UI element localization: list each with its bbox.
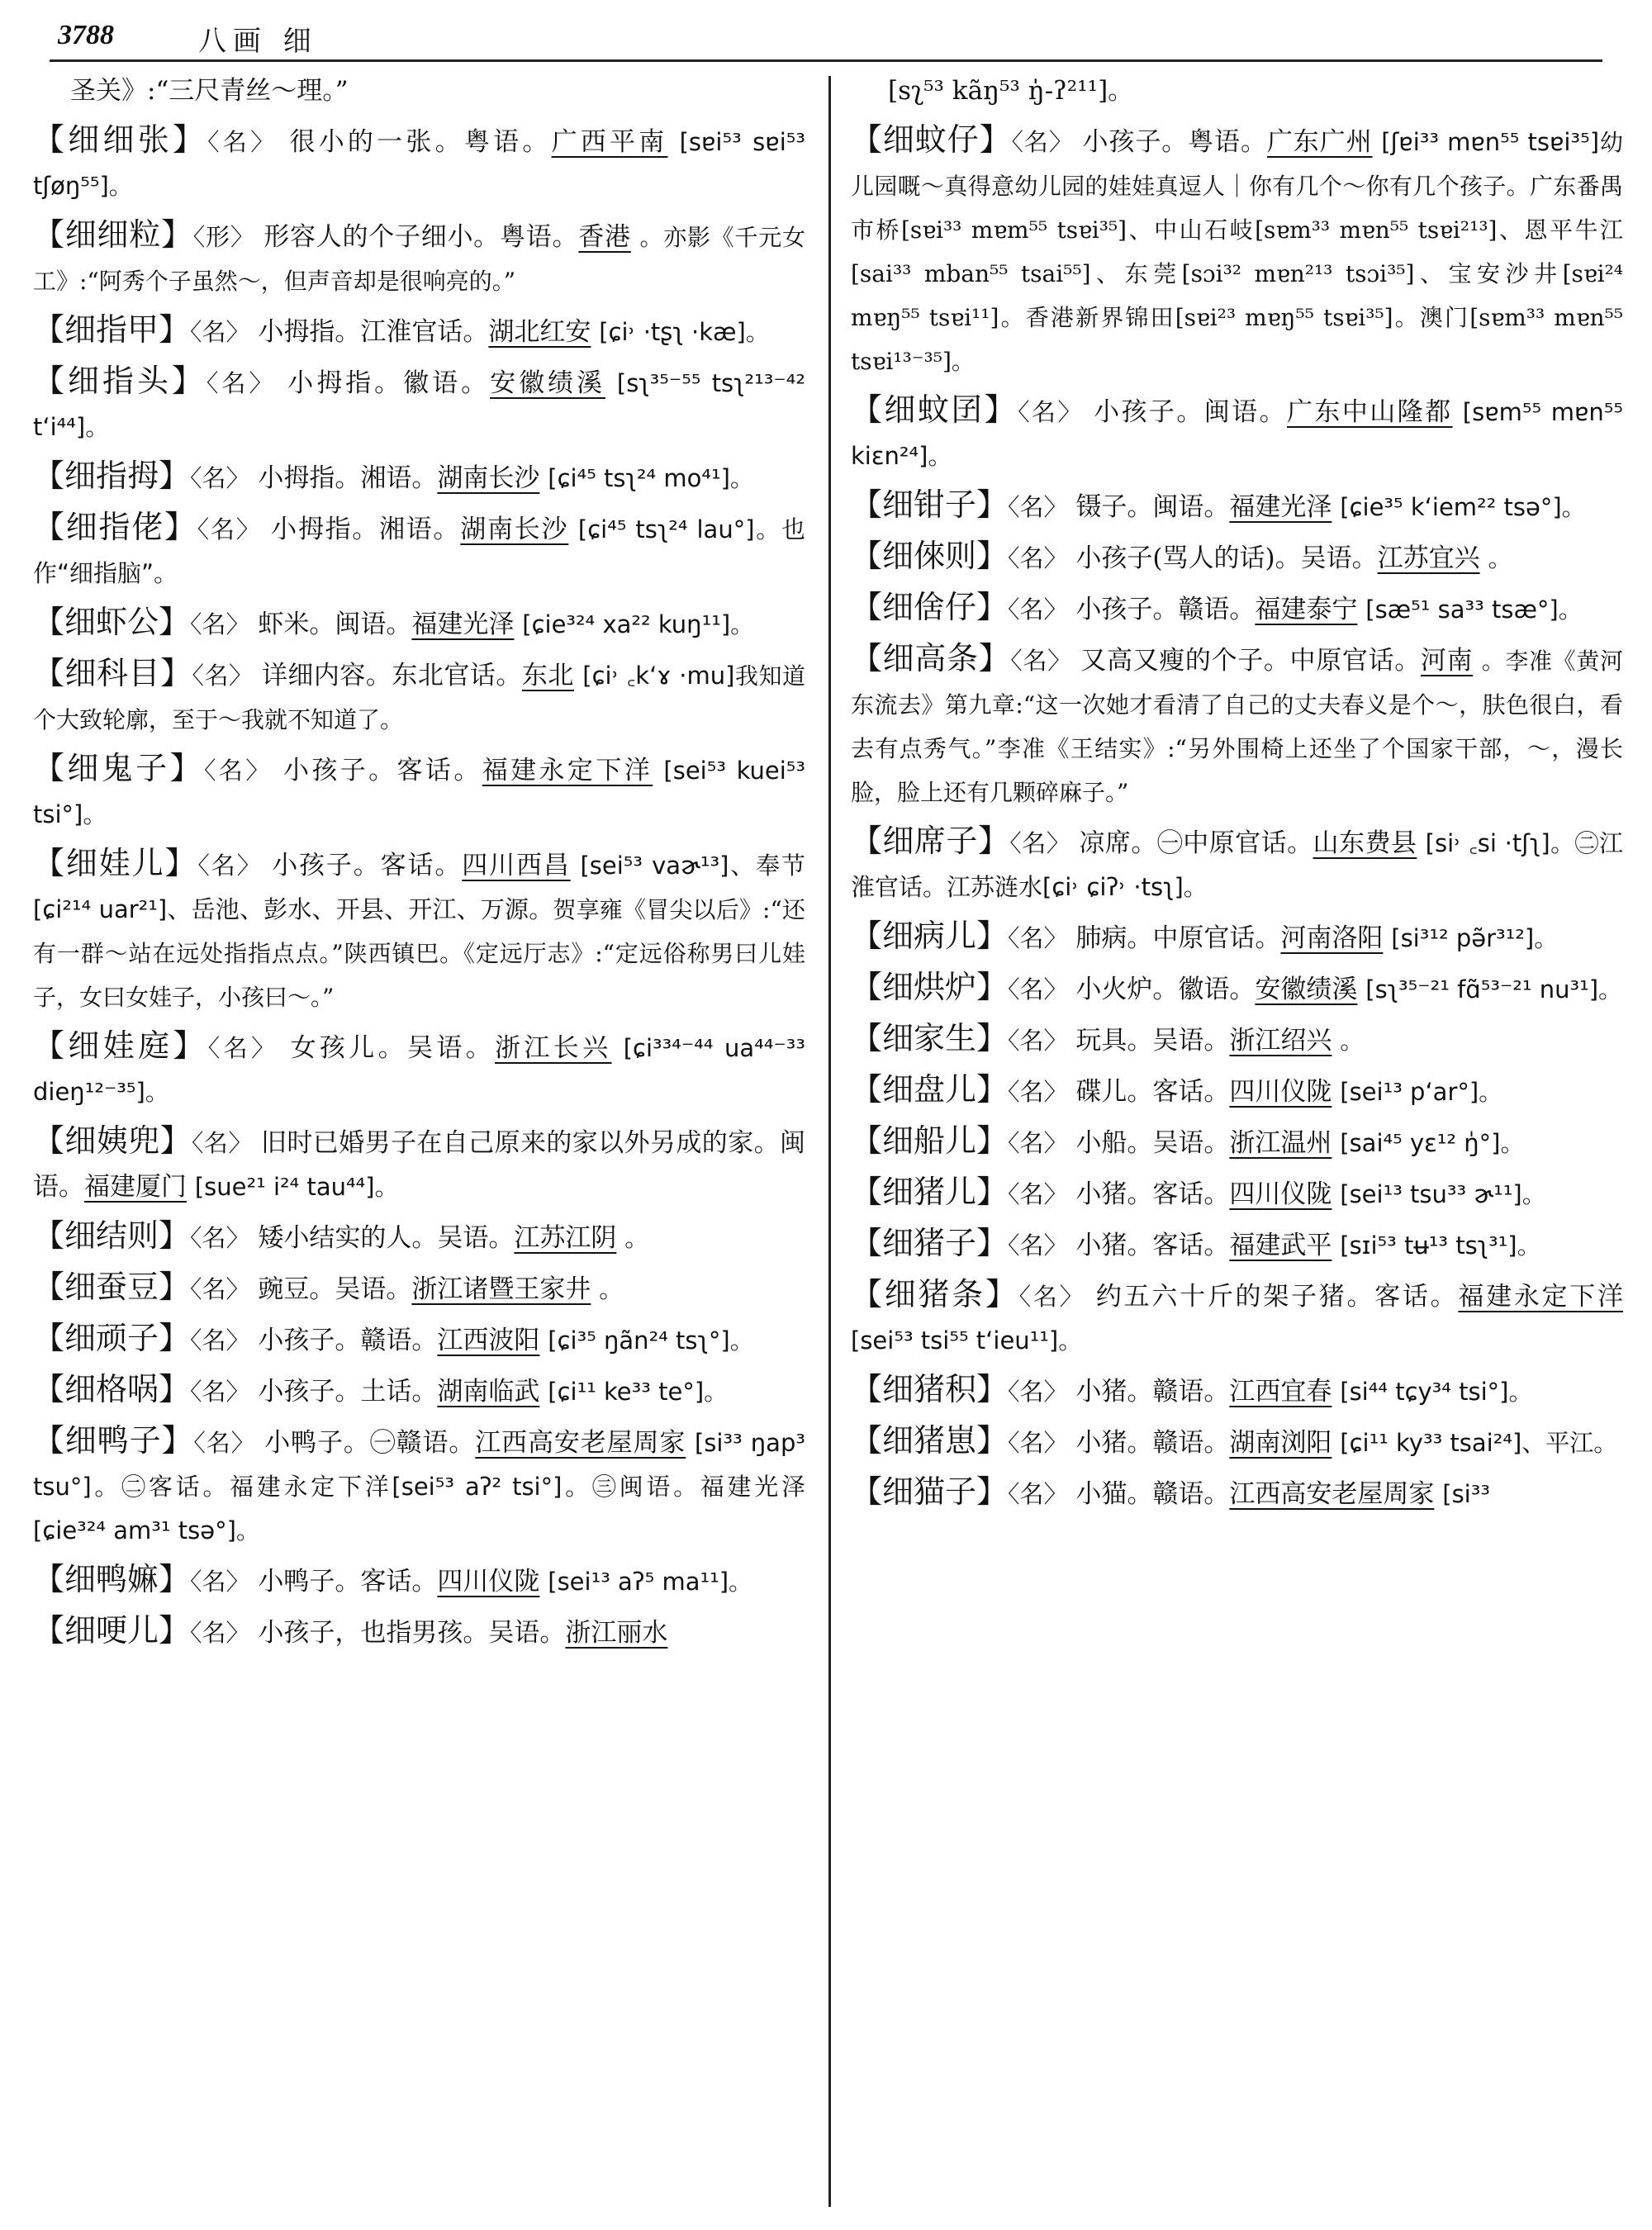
dictionary-entry [851, 534, 1623, 581]
pronunciation: [sue²¹ i²⁴ tau⁴⁴]。 [194, 1173, 399, 1201]
pronunciation: [sai⁴⁵ yɛ¹² ŋ̍°]。 [1340, 1129, 1525, 1157]
definition: 小孩子。赣语。 [1075, 595, 1256, 624]
dialect-location: 广东广州 [1266, 127, 1373, 157]
pronunciation: [ɕie³²⁴ xa²² kuŋ¹¹]。 [522, 610, 755, 638]
part-of-speech: 〈形〉 [192, 223, 255, 251]
definition: 形容人的个子细小。粤语。 [263, 222, 579, 252]
dictionary-entry [851, 1419, 1623, 1465]
entry-headword: 【细细张】 [33, 121, 208, 158]
entry-headword: 【细家生】 [851, 1020, 1009, 1056]
pronunciation: [sʅ³⁵⁻⁵⁵ tsʅ²¹³⁻⁴² t‘i⁴⁴]。 [33, 369, 805, 441]
pronunciation: 。 [1340, 1027, 1365, 1055]
left-column [33, 69, 805, 2217]
definition: 女孩儿。吴语。 [290, 1033, 496, 1063]
dialect-location: 湖南长沙 [437, 463, 540, 493]
part-of-speech: 〈名〉 [1009, 829, 1071, 857]
pronunciation: [ɕi˒ ·tʂʅ ·kæ]。 [599, 318, 770, 346]
pronunciation: [sei¹³ aʔ⁵ ma¹¹]。 [548, 1568, 753, 1596]
right-column [851, 69, 1623, 2217]
part-of-speech: 〈名〉 [1008, 1231, 1068, 1260]
dialect-location: 浙江温州 [1229, 1128, 1332, 1158]
dialect-location: 福建厦门 [84, 1172, 187, 1202]
dictionary-entry [851, 483, 1623, 529]
part-of-speech: 〈名〉 [190, 1568, 250, 1596]
dictionary-entry [33, 1368, 805, 1414]
pronunciation: [sɪi⁵³ tʉ¹³ tsʅ³¹]。 [1340, 1231, 1541, 1260]
dialect-location: 香港 [578, 222, 631, 252]
dictionary-entry [851, 966, 1623, 1012]
definition: 小拇指。江淮官话。 [258, 317, 489, 347]
dialect-location: 安徽绩溪 [490, 368, 606, 398]
definition: 小猫。赣语。 [1075, 1479, 1230, 1509]
entry-headword: 【细猪子】 [851, 1225, 1009, 1261]
dialect-location: 东北 [521, 661, 574, 690]
pronunciation: [ɕi⁴⁵ tsʅ²⁴ lau°]。也作“细指脑”。 [33, 515, 805, 587]
dictionary-entry [851, 1017, 1623, 1063]
dialect-location: 福建永定下洋 [1458, 1282, 1623, 1312]
pronunciation: [si˒ ꜀si ·tʃʅ]。㊁江淮官话。江苏涟水[ɕi˒ ɕiʔ˒ ·tsʅ]。 [851, 829, 1623, 901]
definition: 玩具。吴语。 [1075, 1026, 1230, 1056]
part-of-speech: 〈名〉 [1008, 544, 1068, 572]
entry-headword: 【细倽仔】 [851, 589, 1009, 625]
dictionary-entry [33, 1419, 805, 1553]
dictionary-entry [33, 1265, 805, 1312]
page-header [58, 15, 1594, 64]
part-of-speech: 〈名〉 [1008, 1480, 1068, 1508]
pronunciation: [sʅ³⁵⁻²¹ fɑ̃⁵³⁻²¹ nu³¹]。 [1365, 975, 1623, 1004]
dialect-location: 湖南长沙 [460, 515, 569, 544]
part-of-speech: 〈名〉 [1008, 924, 1068, 952]
part-of-speech: 〈名〉 [1008, 1027, 1068, 1055]
dialect-location: 福建光泽 [1229, 492, 1332, 522]
definition: 又高又瘦的个子。中原官话。 [1080, 646, 1421, 676]
dictionary-entry [33, 600, 805, 647]
part-of-speech: 〈名〉 [192, 662, 254, 690]
entry-headword: 【细盘儿】 [851, 1071, 1009, 1108]
dictionary-entry [33, 1558, 805, 1604]
definition: 很小的一张。粤语。 [289, 127, 552, 157]
part-of-speech: 〈名〉 [206, 369, 277, 397]
dialect-location: 湖南临武 [437, 1377, 540, 1407]
entry-headword: 【细船儿】 [851, 1122, 1009, 1159]
definition: 小拇指。湘语。 [258, 463, 438, 493]
definition: 小猪。客话。 [1075, 1179, 1230, 1209]
pronunciation: [sɐm⁵⁵ mɐn⁵⁵ kiɛn²⁴]。 [851, 398, 1623, 470]
dialect-location: 浙江丽水 [565, 1618, 668, 1648]
part-of-speech: 〈名〉 [1010, 647, 1072, 675]
entry-headword: 【细指甲】 [33, 311, 191, 348]
dialect-location: 湖南浏阳 [1229, 1428, 1332, 1458]
definition: 小孩子。闽语。 [1094, 397, 1288, 427]
part-of-speech: 〈名〉 [197, 852, 263, 880]
pronunciation: 。 [599, 1275, 624, 1303]
part-of-speech: 〈名〉 [190, 1619, 250, 1647]
dialect-location: 江苏宜兴 [1377, 543, 1480, 573]
dictionary-entry [851, 819, 1623, 909]
entry-headword: 【细烘炉】 [851, 969, 1009, 1005]
dialect-location: 广东中山隆都 [1287, 397, 1453, 427]
dialect-location: 四川仪陇 [437, 1567, 540, 1597]
continuation-line: 圣关》:“三尺青丝～理。” [70, 76, 349, 106]
part-of-speech: 〈名〉 [1018, 1283, 1086, 1311]
part-of-speech: 〈名〉 [1008, 493, 1068, 521]
dictionary-entry [851, 1119, 1623, 1165]
entry-headword: 【细虾公】 [33, 604, 191, 640]
dictionary-entry [851, 586, 1623, 632]
dictionary-entry [851, 1068, 1623, 1114]
definition: 小拇指。徽语。 [287, 368, 491, 398]
dictionary-entry [851, 1170, 1623, 1217]
usage-example: 我知道个大致轮廓，至于～我就不知道了。 [33, 662, 805, 733]
pronunciation: [sɐi⁵³ sɐi⁵³ tʃøŋ⁵⁵]。 [33, 128, 805, 200]
dictionary-entry [33, 1119, 805, 1209]
usage-example: 贺享雍《冒尖以后》:“还有一群～站在远处指指点点。”陕西镇巴。《定远厅志》:“定远俗称男曰儿娃子，女曰女娃子，小孩曰～。” [33, 896, 805, 1011]
part-of-speech: 〈名〉 [1008, 595, 1068, 624]
definition: 碟儿。客话。 [1075, 1077, 1230, 1107]
part-of-speech: 〈名〉 [190, 1378, 250, 1406]
part-of-speech: 〈名〉 [190, 1224, 250, 1252]
dictionary-entry [851, 118, 1623, 383]
part-of-speech: 〈名〉 [190, 464, 250, 492]
definition: 小孩子。客话。 [272, 851, 463, 880]
definition: 豌豆。吴语。 [258, 1274, 412, 1304]
entry-headword: 【细顽子】 [33, 1320, 191, 1356]
definition: 小孩子。客话。 [282, 756, 482, 785]
dialect-location: 四川西昌 [462, 851, 571, 880]
entry-headword: 【细哽儿】 [33, 1612, 191, 1649]
pronunciation: [si³³ ŋap³ tsu°]。㊁客话。福建永定下洋[sei⁵³ aʔ² tsi°]。㊂闽语。福建光泽[ɕie³²⁴ am³¹ tsə°]。 [33, 1429, 805, 1544]
dictionary-entry [33, 308, 805, 354]
dictionary-entry [851, 914, 1623, 961]
entry-headword: 【细科目】 [33, 655, 192, 691]
part-of-speech: 〈名〉 [190, 1275, 250, 1303]
definition: 约五六十斤的架子猪。客话。 [1095, 1282, 1459, 1312]
dialect-location: 江西波阳 [437, 1326, 540, 1355]
usage-example: 。亦影《千元女工》:“阿秀个子虽然～，但声音却是很响亮的。” [33, 224, 805, 295]
entry-headword: 【细格㖞】 [33, 1371, 191, 1407]
part-of-speech: 〈名〉 [207, 1034, 279, 1062]
entry-headword: 【细鸭子】 [33, 1422, 194, 1459]
definition: 矮小结实的人。吴语。 [258, 1223, 515, 1253]
entry-headword: 【细鬼子】 [33, 750, 204, 786]
pronunciation: [ɕi¹¹ ky³³ tsai²⁴]、平江。 [1340, 1429, 1618, 1457]
entry-headword: 【细猪儿】 [851, 1174, 1009, 1210]
header-rule [50, 59, 1602, 62]
dialect-location: 山东费县 [1313, 828, 1417, 858]
dictionary-entry [33, 1317, 805, 1363]
definition: 小孩子(骂人的话)。吴语。 [1075, 543, 1378, 573]
definition: 小鸭子。客话。 [258, 1567, 438, 1597]
dictionary-entry [33, 747, 805, 837]
pronunciation: [ɕi⁴⁵ tsʅ²⁴ mo⁴¹]。 [548, 464, 754, 492]
entry-headword: 【细猪崽】 [851, 1422, 1009, 1459]
part-of-speech: 〈名〉 [197, 515, 262, 543]
definition: 详细内容。东北官话。 [261, 661, 522, 690]
dictionary-entry [851, 1222, 1623, 1268]
dictionary-entry [33, 454, 805, 501]
part-of-speech: 〈名〉 [1008, 1180, 1068, 1208]
dictionary-entry [851, 388, 1623, 478]
entry-headword: 【细指头】 [33, 363, 206, 399]
entry-headword: 【细席子】 [851, 823, 1010, 859]
part-of-speech: 〈名〉 [193, 1429, 256, 1457]
definition: 虾米。闽语。 [258, 610, 412, 639]
part-of-speech: 〈名〉 [1008, 1129, 1068, 1157]
pronunciation: 。 [624, 1224, 649, 1252]
dialect-location: 湖北红安 [488, 317, 591, 347]
usage-example: 。李准《黄河东流去》第九章:“这一次她才看清了自己的丈夫春义是个～，肤色很白，看去有点秀气。”李准《王结实》:“另外围椅上还坐了个国家干部，～，漫长脸，脸上还有几颗碎麻子。” [851, 648, 1623, 806]
pronunciation: [sei¹³ tsu³³ ɚ¹¹]。 [1340, 1180, 1546, 1208]
part-of-speech: 〈名〉 [1008, 1078, 1068, 1106]
pronunciation: [ʃɐi³³ mɐn⁵⁵ tsɐi³⁵] [1381, 128, 1600, 156]
dialect-location: 浙江长兴 [495, 1033, 612, 1063]
pronunciation: [sei¹³ p‘ar°]。 [1340, 1078, 1503, 1106]
entry-headword: 【细姨兜】 [33, 1122, 192, 1159]
dictionary-entry [851, 1273, 1623, 1363]
entry-headword: 【细指佬】 [33, 509, 197, 545]
dictionary-entry [851, 1368, 1623, 1414]
continuation-text [851, 69, 1623, 113]
part-of-speech: 〈名〉 [190, 1326, 250, 1355]
entry-headword: 【细病儿】 [851, 918, 1009, 954]
pronunciation: [ɕi³⁵ ŋãn²⁴ tsʅ°]。 [548, 1326, 754, 1355]
definition: 小拇指。湘语。 [271, 515, 461, 544]
entry-headword: 【细猪积】 [851, 1371, 1009, 1407]
entry-headword: 【细蚊囝】 [851, 391, 1018, 428]
definition: 小猪。客话。 [1075, 1231, 1230, 1260]
definition: 小孩子。粤语。 [1082, 127, 1267, 157]
dictionary-entry [851, 637, 1623, 814]
part-of-speech: 〈名〉 [192, 1129, 253, 1157]
dialect-location: 江苏江阴 [514, 1223, 617, 1253]
dialect-location: 江西宜春 [1229, 1377, 1332, 1407]
dictionary-entry [33, 213, 805, 303]
pronunciation: [ɕi˒ ꜀k‘ɤ ·mu] [582, 662, 735, 690]
entry-headword: 【细猪条】 [851, 1276, 1019, 1312]
entry-headword: 【细高条】 [851, 640, 1011, 676]
header-title: 八画 细 [198, 25, 318, 58]
dictionary-entry [33, 118, 805, 208]
part-of-speech: 〈名〉 [1008, 1378, 1068, 1406]
dialect-location: 四川仪陇 [1229, 1077, 1332, 1107]
dictionary-entry [33, 652, 805, 742]
pronunciation: [sæ⁵¹ sa³³ tsæ°]。 [1365, 595, 1583, 624]
dialect-location: 福建光泽 [411, 610, 515, 639]
pronunciation: [sei⁵³ kuei⁵³ tsi°]。 [33, 757, 805, 828]
entry-headword: 【细娃庭】 [33, 1027, 208, 1064]
pronunciation: [ɕi¹¹ ke³³ te°]。 [548, 1378, 729, 1406]
entry-headword: 【细指拇】 [33, 458, 191, 494]
dialect-location: 浙江绍兴 [1229, 1026, 1332, 1056]
definition: 小孩子。土话。 [258, 1377, 438, 1407]
dictionary-entry [33, 505, 805, 595]
definition: 小孩子，也指男孩。吴语。 [258, 1618, 566, 1648]
definition: 小猪。赣语。 [1075, 1428, 1230, 1458]
definition: 小孩子。赣语。 [258, 1326, 438, 1355]
dictionary-entry [33, 359, 805, 449]
dialect-location: 安徽绩溪 [1255, 975, 1358, 1004]
dialect-location: 四川仪陇 [1229, 1179, 1332, 1209]
part-of-speech: 〈名〉 [190, 610, 250, 638]
dictionary-entry [33, 1609, 805, 1655]
dialect-location: 广西平南 [551, 127, 668, 157]
dialect-location: 福建泰宁 [1255, 595, 1358, 624]
entry-headword: 【细蚕豆】 [33, 1269, 191, 1305]
dialect-location: 浙江诸暨王家井 [411, 1274, 591, 1304]
definition: 旧时已婚男子在自己原来的家以外另成的家。闽语。 [33, 1128, 805, 1202]
dictionary-entry [851, 1470, 1623, 1516]
pronunciation: [si³³ [1442, 1480, 1490, 1508]
definition: 小鸭子。㊀赣语。 [264, 1428, 476, 1458]
definition: 小船。吴语。 [1075, 1128, 1230, 1158]
part-of-speech: 〈名〉 [190, 318, 250, 346]
dialect-location: 江西高安老屋周家 [475, 1428, 686, 1458]
entry-headword: 【细结则】 [33, 1217, 191, 1254]
part-of-speech: 〈名〉 [1011, 128, 1074, 156]
pronunciation: [si³¹² pə̃r³¹²]。 [1391, 924, 1559, 952]
part-of-speech: 〈名〉 [203, 757, 273, 785]
entry-headword: 【细鸭嫲】 [33, 1561, 191, 1597]
dialect-location: 江西高安老屋周家 [1229, 1479, 1435, 1509]
part-of-speech: 〈名〉 [1008, 975, 1068, 1004]
dictionary-entry [33, 842, 805, 1019]
part-of-speech: 〈名〉 [1018, 398, 1084, 426]
dialect-location: 河南洛阳 [1280, 923, 1384, 953]
entry-headword: 【细娃儿】 [33, 845, 198, 881]
entry-headword: 【细细粒】 [33, 216, 193, 253]
definition: 小火炉。徽语。 [1075, 975, 1256, 1004]
part-of-speech: 〈名〉 [1008, 1429, 1068, 1457]
pronunciation: 。 [1488, 544, 1512, 572]
definition: 肺病。中原官话。 [1075, 923, 1281, 953]
column-divider [828, 76, 831, 2207]
definition: 凉席。㊀中原官话。 [1079, 828, 1313, 858]
entry-headword: 【细钳子】 [851, 486, 1009, 523]
entry-headword: 【细蚊仔】 [851, 121, 1012, 158]
dictionary-entry [33, 1214, 805, 1260]
dictionary-entry [33, 1024, 805, 1114]
dialect-location: 河南 [1420, 646, 1474, 676]
page-number: 3788 [58, 20, 114, 50]
pronunciation: [sei⁵³ vaɚ¹³]、奉节[ɕi²¹⁴ uar²¹]、岳池、彭水、开县、开江、万源。 [33, 852, 805, 923]
dialect-location: 福建永定下洋 [482, 756, 653, 785]
pronunciation: [ɕi³³⁴⁻⁴⁴ ua⁴⁴⁻³³ dieŋ¹²⁻³⁵]。 [33, 1034, 805, 1106]
entry-headword: 【细猫子】 [851, 1473, 1009, 1510]
dialect-location: 福建武平 [1229, 1231, 1332, 1260]
entry-headword: 【细倈则】 [851, 538, 1009, 574]
definition: 小猪。赣语。 [1075, 1377, 1230, 1407]
pronunciation: [sei⁵³ tsi⁵⁵ t‘ieu¹¹]。 [851, 1326, 1083, 1355]
pronunciation: [si⁴⁴ tɕy³⁴ tsi°]。 [1340, 1378, 1533, 1406]
usage-example: 幼儿园嘅～真得意幼儿园的娃娃真逗人｜你有几个～你有几个孩子。广东番禺市桥[sɐi³³ mɐm⁵⁵ tsɐi³⁵]、中山石岐[sɐm³³ mɐn⁵⁵ tsɐi²¹³]、恩平牛江[sai³³ mban⁵⁵ tsai⁵⁵]、东莞[sɔi³² mɐn²¹³ tsɔi³⁵]、宝安沙井[sɐi²⁴ mɐŋ⁵⁵ tsɐi¹¹]。香港新界锦田[sɐi²³ mɐŋ⁵⁵ tsɐi³⁵]。澳门[sɐm³³ mɐn⁵⁵ tsɐi¹³⁻³⁵]。 [851, 129, 1623, 375]
definition: 镊子。闽语。 [1075, 492, 1230, 522]
pronunciation: [ɕie³⁵ k‘iem²² tsə°]。 [1340, 493, 1586, 521]
continuation-line: [sʅ⁵³ kãŋ⁵³ ŋ̍-ʔ²¹¹]。 [888, 76, 1134, 106]
part-of-speech: 〈名〉 [207, 128, 278, 156]
continuation-text [33, 69, 805, 113]
